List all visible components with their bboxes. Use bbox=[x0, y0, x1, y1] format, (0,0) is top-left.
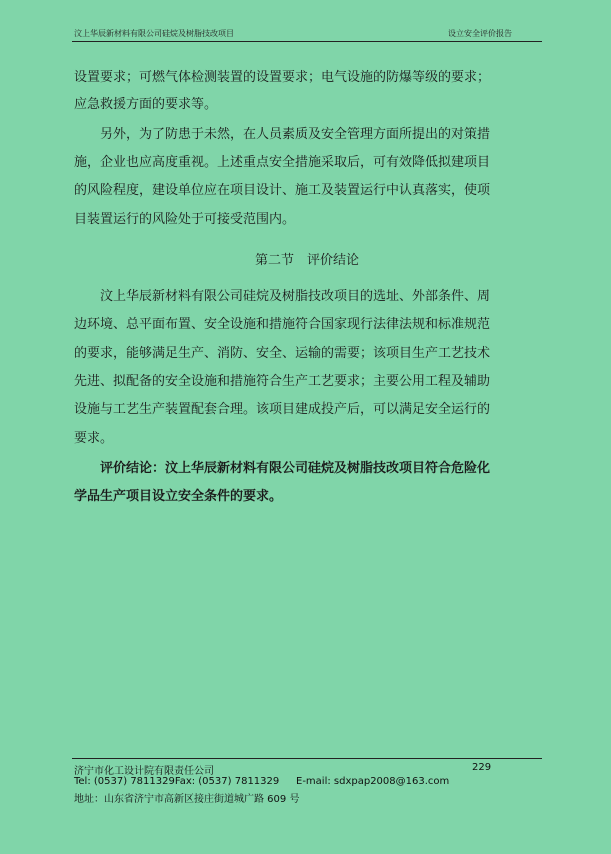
footer-divider bbox=[72, 758, 542, 759]
page-number: 229 bbox=[472, 762, 492, 773]
paragraph-line: 边环境、总平面布置、安全设施和措施符合国家现行法律法规和标准规范 bbox=[74, 317, 491, 332]
paragraph-line: 的要求，能够满足生产、消防、安全、运输的需要；该项目生产工艺技术 bbox=[74, 346, 491, 361]
footer-email: E-mail: sdxpap2008@163.com bbox=[296, 776, 450, 787]
paragraph-line: 另外，为了防患于未然，在人员素质及安全管理方面所提出的对策措 bbox=[100, 127, 491, 142]
paragraph-line: 目装置运行的风险处于可接受范围内。 bbox=[74, 212, 296, 227]
paragraph-line: 应急救援方面的要求等。 bbox=[74, 97, 218, 112]
paragraph-line: 设施与工艺生产装置配套合理。该项目建成投产后，可以满足安全运行的 bbox=[74, 402, 491, 417]
paragraph-line: 先进、拟配备的安全设施和措施符合生产工艺要求；主要公用工程及辅助 bbox=[74, 374, 491, 389]
paragraph-line: 施，企业也应高度重视。上述重点安全措施采取后，可有效降低拟建项目 bbox=[74, 155, 491, 170]
header-divider bbox=[72, 41, 542, 42]
footer-address: 地址：山东省济宁市高新区接庄街道城广路 609 号 bbox=[74, 794, 300, 805]
header-report-title: 设立安全评价报告 bbox=[448, 29, 512, 38]
header-project-title: 汶上华辰新材料有限公司硅烷及树脂技改项目 bbox=[74, 29, 234, 38]
footer-company: 济宁市化工设计院有限责任公司 bbox=[74, 766, 214, 777]
conclusion-line: 评价结论：汶上华辰新材料有限公司硅烷及树脂技改项目符合危险化 bbox=[100, 461, 491, 476]
footer-tel: Tel: (0537) 7811329Fax: (0537) 7811329 bbox=[74, 776, 280, 787]
conclusion-line: 学品生产项目设立安全条件的要求。 bbox=[74, 489, 283, 504]
section-heading: 第二节 评价结论 bbox=[254, 253, 359, 268]
paragraph-line: 要求。 bbox=[74, 431, 114, 446]
paragraph-line: 汶上华辰新材料有限公司硅烷及树脂技改项目的选址、外部条件、周 bbox=[100, 289, 491, 304]
paragraph-line: 的风险程度，建设单位应在项目设计、施工及装置运行中认真落实，使项 bbox=[74, 183, 491, 198]
paragraph-line: 设置要求；可燃气体检测装置的设置要求；电气设施的防爆等级的要求； bbox=[74, 70, 491, 85]
